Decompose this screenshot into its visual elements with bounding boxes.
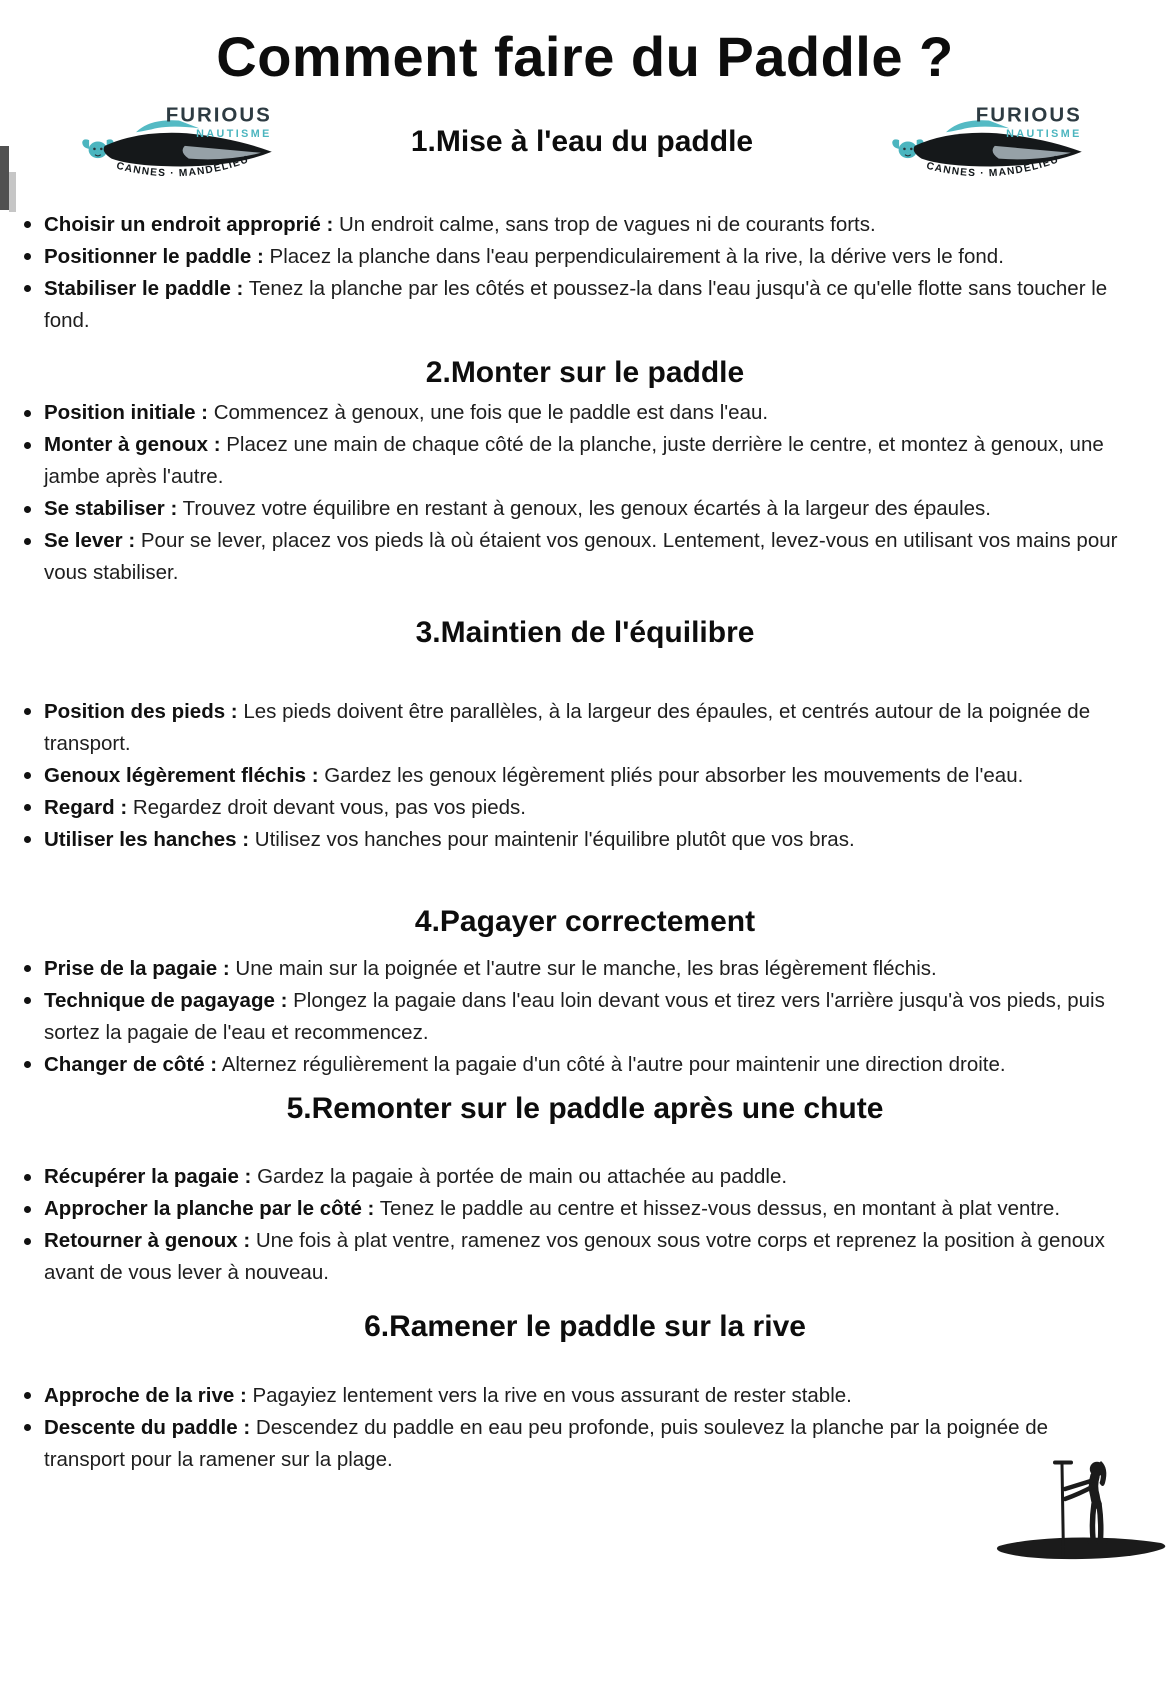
page-title: Comment faire du Paddle ? (216, 25, 954, 88)
list-item (22, 209, 1130, 241)
section-4-heading: 4.Pagayer correctement (414, 904, 756, 938)
paddleboarder-silhouette (994, 1452, 1170, 1567)
item-text: Alternez régulièrement la pagaie d'un côté à l'autre pour maintenir une direction droite. (217, 1052, 1006, 1076)
list-item (22, 1412, 1130, 1476)
section-3-heading: 3.Maintien de l'équilibre (415, 616, 755, 650)
item-label: Choisir un endroit approprié : (44, 212, 334, 236)
item-text: Une fois à plat ventre, ramenez vos genoux sous votre corps et reprenez la position à genoux avant de vous lever à nouveau. (44, 1229, 1105, 1285)
paddler-leg-back (1099, 1504, 1101, 1539)
item-label: Position initiale : (44, 401, 209, 425)
item-label: Position des pieds : (44, 699, 238, 723)
list-item (22, 985, 1130, 1049)
scan-edge-artifact (0, 146, 9, 210)
logo-brand-text: FURIOUS (165, 103, 272, 127)
list-item (22, 273, 1130, 337)
bullet-list (0, 209, 1170, 337)
item-text: Gardez les genoux légèrement pliés pour absorber les mouvements de l'eau. (318, 763, 1024, 787)
section-monter (0, 355, 1170, 590)
list-item (22, 493, 1130, 525)
scan-edge-artifact-light (9, 172, 16, 212)
item-text: Regardez droit devant vous, pas vos pieds. (127, 795, 526, 819)
logo-location-text: CANNES · MANDELIEU (925, 153, 1061, 179)
item-label: Retourner à genoux : (44, 1229, 251, 1253)
item-label: Monter à genoux : (44, 433, 221, 457)
item-text: Plongez la pagaie dans l'eau loin devant vous et tirez vers l'arrière jusqu'à vos pieds, puis sortez la pagaie de l'eau et recommencez. (44, 988, 1105, 1044)
section-2-heading: 2.Monter sur le paddle (425, 355, 745, 389)
item-label: Approcher la planche par le côté : (44, 1197, 375, 1221)
item-label: Changer de côté : (44, 1052, 218, 1076)
list-item (22, 241, 1130, 273)
list-item (22, 696, 1130, 760)
item-text: Trouvez votre équilibre en restant à genoux, les genoux écartés à la largeur des épaules. (177, 497, 991, 521)
list-item (22, 1193, 1130, 1225)
section-pagayer (0, 904, 1170, 1081)
item-text: Tenez le paddle au centre et hissez-vous dessus, en montant à plat ventre. (374, 1197, 1061, 1221)
bullet-list (0, 1161, 1170, 1289)
list-item (22, 824, 1130, 856)
logo-brand-sub-text: NAUTISME (1006, 127, 1082, 140)
logo-location-text: CANNES · MANDELIEU (115, 153, 251, 179)
item-text: Pour se lever, placez vos pieds là où étaient vos genoux. Lentement, levez-vous en utilisant vos mains pour vous stabiliser. (44, 529, 1118, 585)
item-text: Placez une main de chaque côté de la planche, juste derrière le centre, et montez à genoux, une jambe après l'autre. (44, 433, 1104, 489)
furious-nautisme-logo-left (78, 101, 276, 185)
paddler-leg-front (1092, 1504, 1094, 1539)
list-item (22, 525, 1130, 589)
item-label: Récupérer la pagaie : (44, 1165, 252, 1189)
paddle-shaft (1062, 1464, 1064, 1557)
item-text: Placez la planche dans l'eau perpendiculairement à la rive, la dérive vers le fond. (263, 244, 1004, 268)
item-label: Stabiliser le paddle : (44, 276, 244, 300)
item-label: Descente du paddle : (44, 1415, 251, 1439)
section-mise-a-leau (0, 209, 1170, 337)
section-equilibre (0, 615, 1170, 856)
list-item (22, 429, 1130, 493)
section-6-heading: 6.Ramener le paddle sur la rive (364, 1310, 806, 1344)
item-label: Approche de la rive : (44, 1383, 247, 1407)
furious-nautisme-logo-right (888, 101, 1086, 185)
list-item (22, 1225, 1130, 1289)
item-text: Utilisez vos hanches pour maintenir l'équilibre plutôt que vos bras. (249, 827, 855, 851)
section-1-heading: 1.Mise à l'eau du paddle (410, 125, 754, 159)
item-label: Regard : (44, 795, 128, 819)
item-text: Les pieds doivent être parallèles, à la largeur des épaules, et centrés autour de la poignée de transport. (44, 699, 1091, 755)
item-text: Descendez du paddle en eau peu profonde, puis soulevez la planche par la poignée de transport pour la ramener sur la plage. (44, 1415, 1049, 1471)
item-label: Prise de la pagaie : (44, 956, 230, 980)
item-text: Un endroit calme, sans trop de vagues ni de courants forts. (333, 212, 876, 236)
bullet-list (0, 696, 1170, 856)
section-5-heading: 5.Remonter sur le paddle après une chute (286, 1091, 884, 1125)
section-remonter (0, 1091, 1170, 1290)
logo-brand-text: FURIOUS (975, 103, 1082, 127)
item-label: Utiliser les hanches : (44, 827, 250, 851)
item-label: Positionner le paddle : (44, 244, 264, 268)
section-ramener (0, 1309, 1170, 1476)
bullet-list (0, 397, 1170, 589)
item-label: Technique de pagayage : (44, 988, 288, 1012)
list-item (22, 1161, 1130, 1193)
item-text: Pagayiez lentement vers la rive en vous assurant de rester stable. (246, 1383, 852, 1407)
list-item (22, 792, 1130, 824)
logo-brand-sub-text: NAUTISME (196, 127, 272, 140)
item-label: Se lever : (44, 529, 136, 553)
item-label: Genoux légèrement fléchis : (44, 763, 319, 787)
item-text: Tenez la planche par les côtés et poussez-la dans l'eau jusqu'à ce qu'elle flotte sans toucher le fond. (44, 276, 1108, 332)
list-item (22, 1049, 1130, 1081)
list-item (22, 953, 1130, 985)
list-item (22, 760, 1130, 792)
header-row (0, 99, 1170, 187)
bullet-list (0, 953, 1170, 1081)
item-text: Gardez la pagaie à portée de main ou attachée au paddle. (251, 1165, 788, 1189)
item-label: Se stabiliser : (44, 497, 178, 521)
list-item (22, 397, 1130, 429)
item-text: Une main sur la poignée et l'autre sur le manche, les bras légèrement fléchis. (229, 956, 937, 980)
item-text: Commencez à genoux, une fois que le paddle est dans l'eau. (208, 401, 769, 425)
paddle-board-shape (997, 1538, 1165, 1560)
list-item (22, 1380, 1130, 1412)
